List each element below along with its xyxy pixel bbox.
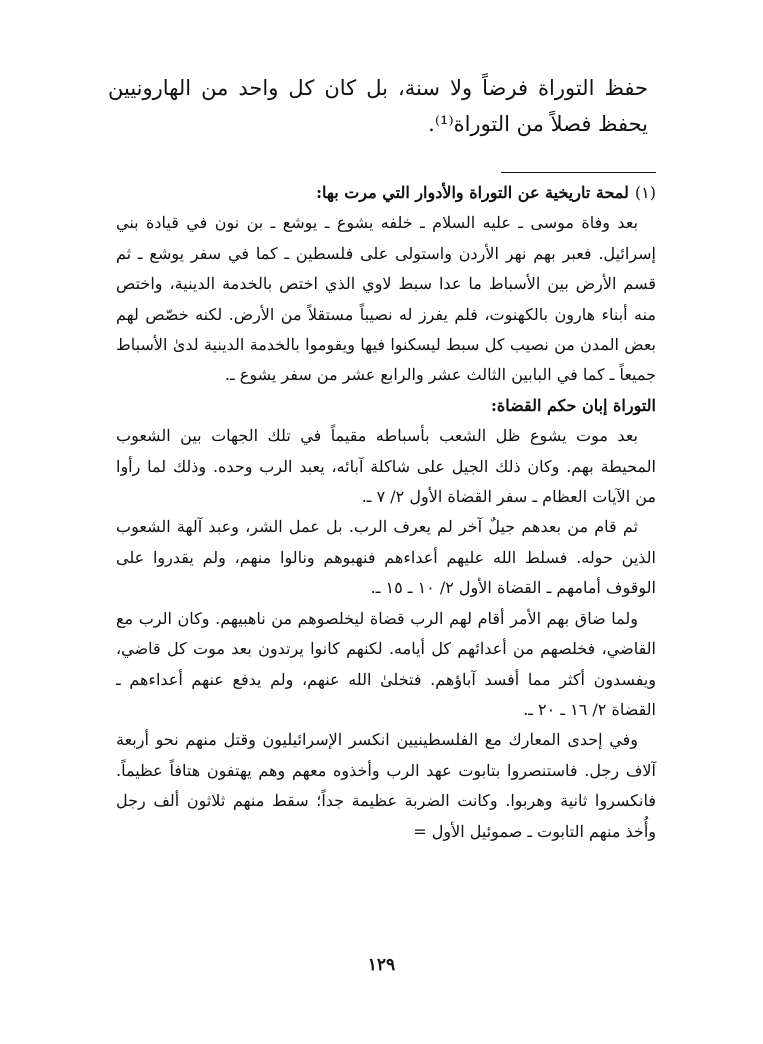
footnote-separator [501,172,656,173]
footnote-marker: (١) [634,183,656,202]
footnote-paragraph-1: بعد وفاة موسى ـ عليه السلام ـ خلفه يشوع ـ يوشع ـ بن نون في قيادة بني إسرائيل. فعبر بهم نهر الأردن واستولى على فلسطين ـ كما في سفر يوشع ـ ثم قسم الأرض بين الأسباط ما عدا سبط لاوي الذي اختص بالخدمة الدينية، واختص منه أبناء هارون بالكهنوت، فلم يفرز له نصيباً مستقلاً من الأرض. لكنه خصّص لهم بعض المدن من نصيب كل سبط ليسكنوا فيها ويقوموا بالخدمة الدينية لدىٰ الأسباط جميعاً ـ كما في البابين الثالث عشر والرابع عشر من سفر يشوع ـ. [116,213,656,385]
footnote-subheading: التوراة إبان حكم القضاة: [490,395,656,415]
main-paragraph: حفظ التوراة فرضاً ولا سنة، بل كان كل واحد من الهارونيين يحفظ فصلاً من التوراة⁽¹⁾. [108,76,648,136]
footnote-heading [116,178,656,208]
main-text-block [108,70,648,142]
footnote-block [116,178,656,847]
footnote-paragraph-3: ثم قام من بعدهم جيلٌ آخر لم يعرف الرب. بل عمل الشر، وعبد آلهة الشعوب الذين حوله. فسلط الله عليهم أعداءهم فنهبوهم ونالوا منهم، ولم يقدروا على الوقوف أمامهم ـ القضاة الأول ٢/ ١٠ ـ ١٥ ـ. [116,517,656,598]
footnote-title: لمحة تاريخية عن التوراة والأدوار التي مرت بها: [316,183,629,202]
footnote-paragraph-2: بعد موت يشوع ظل الشعب بأسباطه مقيماً في تلك الجهات بين الشعوب المحيطة بهم. وكان ذلك الجيل على شاكلة آبائه، يعبد الرب وحده. وذلك لما رأوا من الآيات العظام ـ سفر القضاة الأول ٢/ ٧ ـ. [116,426,656,507]
footnote-paragraph-4: ولما ضاق بهم الأمر أقام لهم الرب قضاة ليخلصوهم من ناهبيهم. وكان الرب مع القاضي، فخلصهم من أعدائهم كل أيامه. لكنهم كانوا يرتدون بعد موت كل قاضي، ويفسدون أكثر مما أفسد آباؤهم. فتخلىٰ الله عنهم، ولم يدفع عنهم أعداءهم ـ القضاة ٢/ ١٦ ـ ٢٠ ـ. [116,608,656,719]
page-number: ١٢٩ [367,955,396,975]
footnote-paragraph-5: وفي إحدى المعارك مع الفلسطينيين انكسر الإسرائيليون وقتل منهم نحو أربعة آلاف رجل. فاستنصروا بتابوت عهد الرب وأخذوه معهم وهم يهتفون هتافاً عظيماً. فانكسروا ثانية وهربوا. وكانت الضربة عظيمة جداً؛ سقط منهم ثلاثون ألف رجل وأُخذ منهم التابوت ـ صموئيل الأول = [116,730,656,841]
